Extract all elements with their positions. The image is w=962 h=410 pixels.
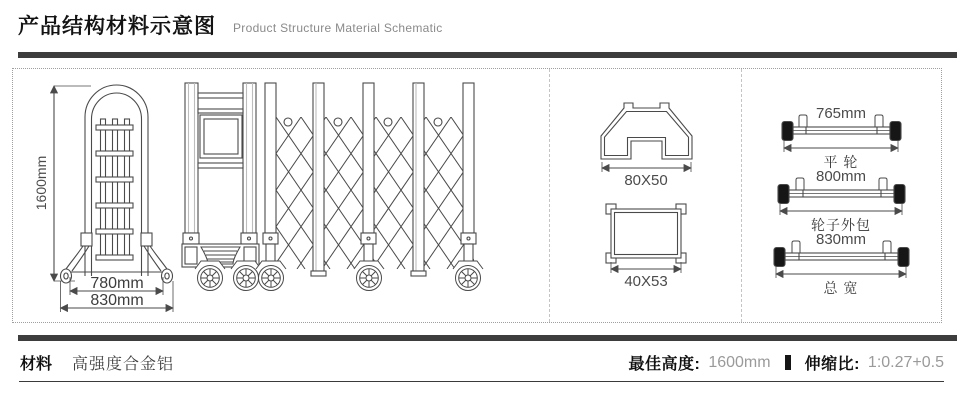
best-height-label: 最佳高度: [628,356,701,373]
best-height-value: 1600mm [708,353,771,371]
footer-divider-bar [18,335,957,341]
total-width-dim: 830mm [815,231,867,248]
rail-profile-size-label: 80X50 [624,172,668,189]
material-value: 高强度合金铝 [72,356,175,373]
spec-separator-bar [785,355,791,370]
ratio-label: 伸缩比: [804,356,860,373]
total-width-label: 总 宽 [823,280,859,296]
wheel-wrap-dim: 800mm [815,168,867,185]
ratio-value: 1:0.27+0.5 [867,353,944,371]
post-profile-size-label: 40X53 [624,273,668,290]
wheel-wrap-label: 轮子外包 [811,217,871,233]
front-view-inner-width-dim: 780mm [90,275,144,292]
footer-rule [19,381,944,382]
material-label: 材料 [20,356,53,373]
front-view-height-dim: 1600mm [33,155,49,211]
spec-strip [628,351,944,374]
flat-wheel-dim: 765mm [815,105,867,122]
page-subtitle: Product Structure Material Schematic [233,21,443,35]
page-title: 产品结构材料示意图 [18,15,216,38]
front-view-outer-width-dim: 830mm [90,292,144,309]
flat-wheel-label: 平 轮 [823,154,859,170]
header-divider-bar [18,52,957,58]
drawing-panel [12,68,942,323]
